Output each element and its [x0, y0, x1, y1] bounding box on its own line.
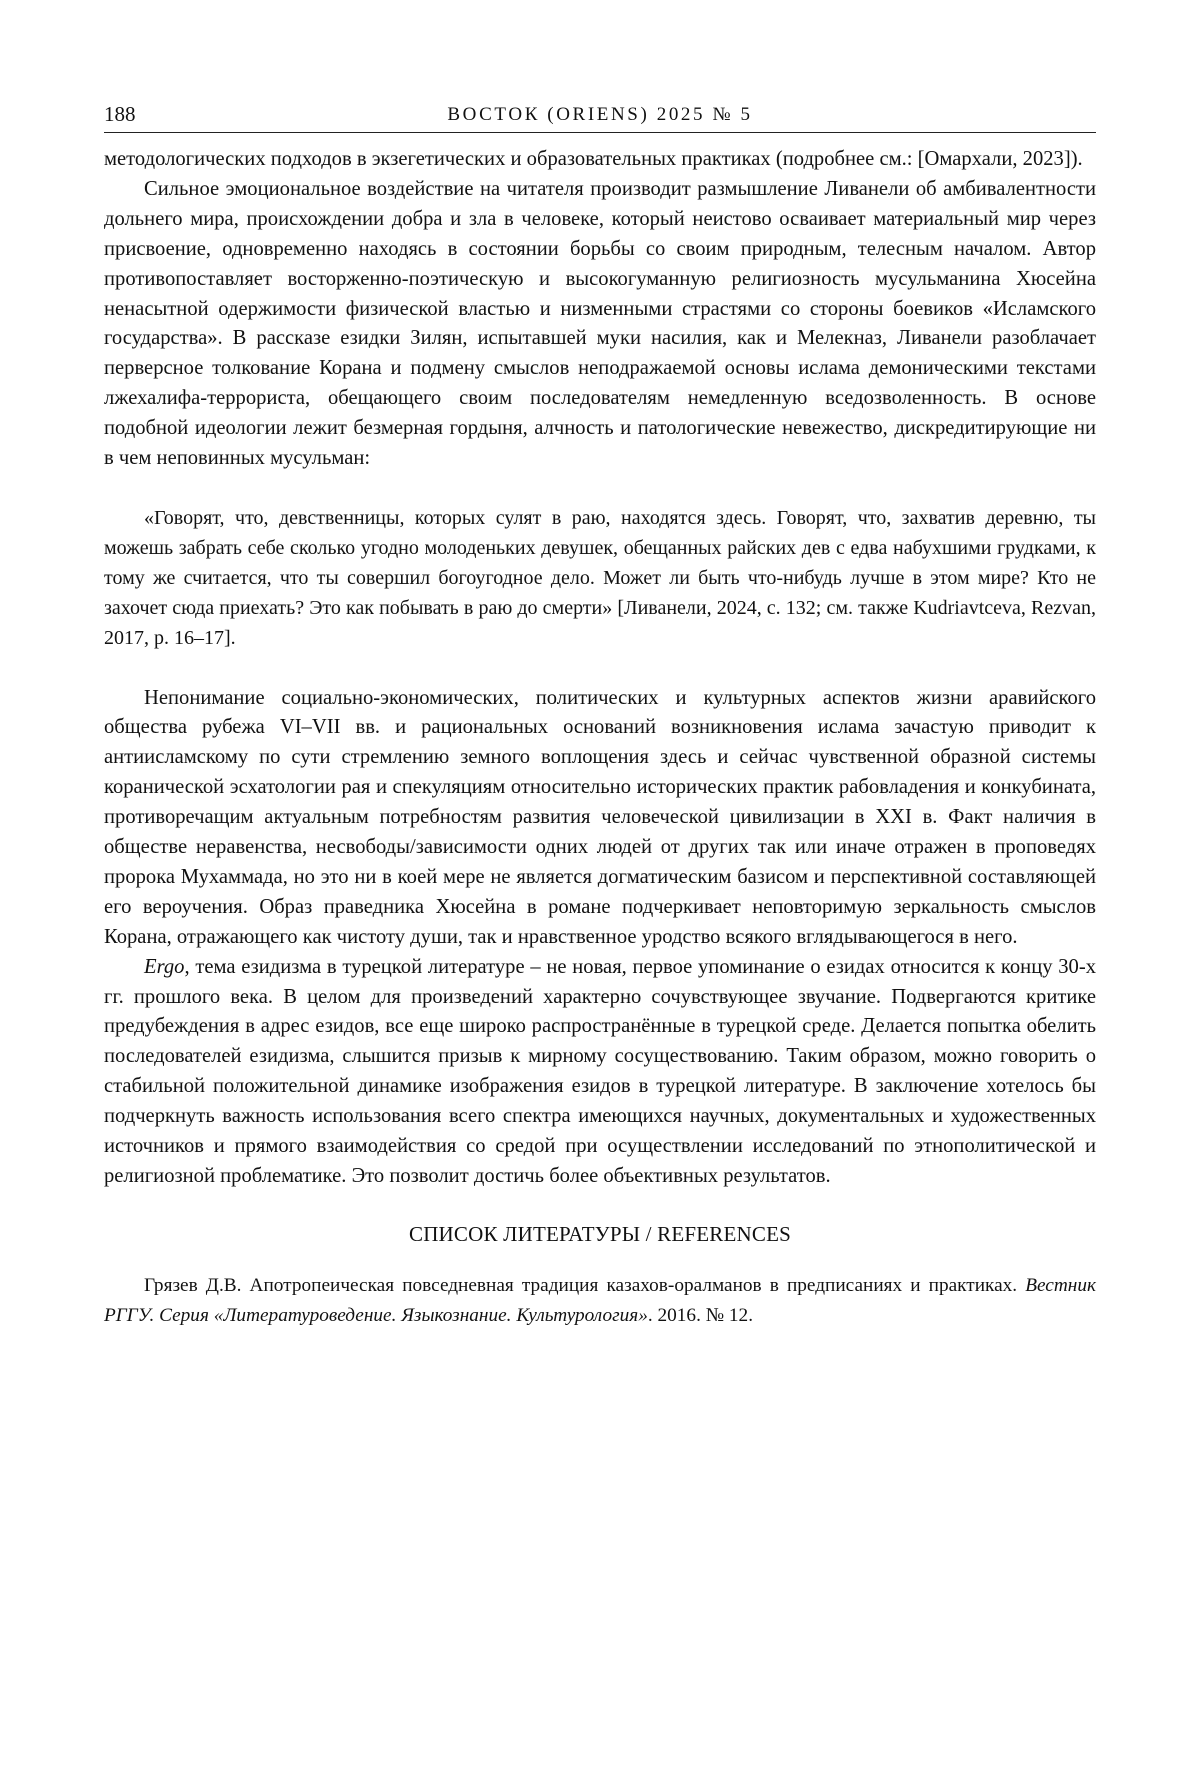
conclusion-text: , тема езидизма в турецкой литературе – не новая, первое упоминание о езидах относится к концу 30-х гг. прошлого века. В целом для произведений характерно сочувствующее звучание. Подвергаются критике предубеждения в адрес езидов, все еще широко распространённые в турецкой среде. Делается попытка обелить последователей езидизма, слышится призыв к мирному сосуществованию. Таким образом, можно говорить о стабильной положительной динамике изображения езидов в турецкой литературе. В заключение хотелось бы подчеркнуть важность использования всего спектра имеющихся научных, документальных и художественных источников и прямого взаимодействия со средой при осуществлении исследований по этнополитической и религиозной проблематике. Это позволит достичь более объективных результатов.: [104, 955, 1096, 1187]
reference-details: . 2016. № 12.: [647, 1304, 754, 1326]
block-quote: [104, 504, 1096, 654]
page-number: 188: [104, 102, 136, 126]
references-heading: СПИСОК ЛИТЕРАТУРЫ / REFERENCES: [408, 1221, 792, 1246]
reference-author-title: Грязев Д.В. Апотропеическая повседневная традиция казахов-оралманов в предписаниях и практиках.: [144, 1274, 1026, 1296]
quote-text: «Говорят, что, девственницы, которых сулят в раю, находятся здесь. Говорят, что, захватив деревню, ты можешь забрать себе сколько угодно молоденьких девушек, обещанных райских дев с едва набухшими грудками, к тому же считается, что ты совершил богоугодное дело. Может ли быть что-нибудь лучше в этом мире? Кто не захочет сюда приехать? Это как побывать в раю до смерти» [Ливанели, 2024, с. 132; см. также Kudriavtceva, Rezvan, 2017, p. 16–17].: [104, 506, 1096, 649]
reference-source: Вестник РГГУ. Серия «Литературоведение. Языкознание. Культурология»: [104, 1274, 1096, 1326]
paragraph-misunderstanding: Непонимание социально-экономических, политических и культурных аспектов жизни аравийского общества рубежа VI–VII вв. и рациональных оснований возникновения ислама зачастую приводит к антиисламскому по сути стремлению земного воплощения здесь и сейчас чувственной образной системы коранической эсхатологии рая и спекуляциям относительно исторических практик рабовладения и конкубината, противоречащим актуальным потребностям развития человеческой цивилизации в XXI в. Факт наличия в обществе неравенства, несвободы/зависимости одних людей от других так или иначе отражен в проповедях пророка Мухаммада, но это ни в коей мере не является догматическим базисом и перспективной составляющей его вероучения. Образ праведника Хюсейна в романе подчеркивает неповторимую зеркальность смыслов Корана, отражающего как чистоту души, так и нравственное уродство всякого вглядывающегося в него.: [104, 686, 1096, 948]
article-body: [104, 145, 1096, 1192]
journal-title: ВОСТОК (ORIENS) 2025 № 5: [447, 104, 753, 125]
paragraph-continuation: методологических подходов в экзегетических и образовательных практиках (подробнее см.: [Омархали, 2023]).: [104, 148, 1083, 170]
running-head: [104, 102, 1096, 133]
paragraph-livaneli-reflection: Сильное эмоциональное воздействие на читателя производит размышление Ливанели об амбивалентности дольнего мира, происхождении добра и зла в человеке, который неистово осваивает материальный мир через присвоение, одновременно находясь в состоянии борьбы со своим природным, телесным началом. Автор противопоставляет восторженно-поэтическую и высокогуманную религиозность мусульманина Хюсейна ненасытной одержимости физической властью и низменными страстями со стороны боевиков «Исламского государства». В рассказе езидки Зилян, испытавшей муки насилия, как и Мелекназ, Ливанели разоблачает перверсное толкование Корана и подмену смыслов неподражаемой основы ислама демоническими текстами лжехалифа-террориста, обещающего своим последователям немедленную вседозволенность. В основе подобной идеологии лежит безмерная гордыня, алчность и патологические невежество, дискредитирующие ни в чем неповинных мусульман:: [104, 177, 1096, 470]
reference-entry: [104, 1271, 1096, 1330]
ergo-lead: Ergo: [144, 955, 185, 978]
paragraph-conclusion: [104, 953, 1096, 1192]
